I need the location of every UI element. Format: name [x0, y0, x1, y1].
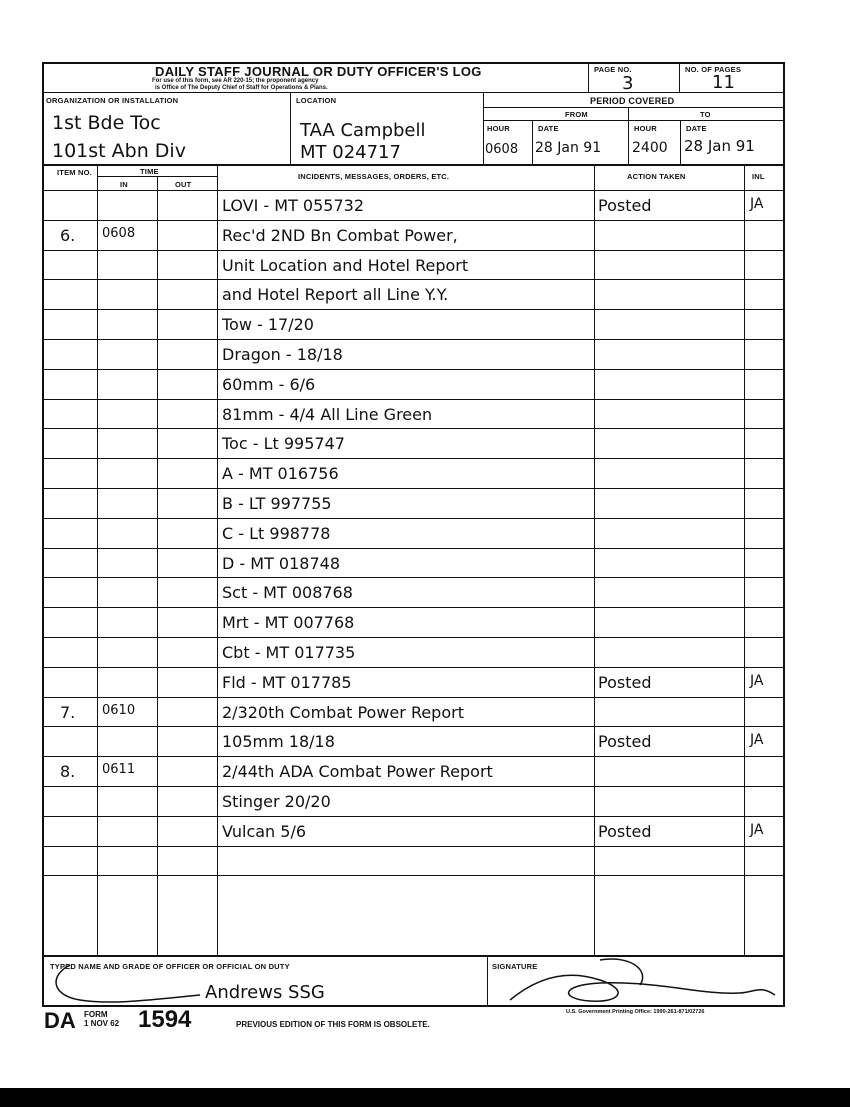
action-taken-label: ACTION TAKEN [627, 172, 686, 181]
row-divider [42, 816, 785, 817]
form-id-da: DA [44, 1008, 76, 1033]
form-id-form: FORM [84, 1010, 108, 1019]
org-line-2: 101st Abn Div [52, 140, 186, 162]
from-label: FROM [565, 110, 588, 119]
form-id-number: 1594 [138, 1006, 192, 1033]
form-subtitle-1: For use of this form, see AR 220-15; the proponent agency [152, 78, 319, 84]
row-divider [42, 339, 785, 340]
period-label: PERIOD COVERED [590, 96, 675, 106]
row-divider [42, 488, 785, 489]
officer-label: TYPED NAME AND GRADE OF OFFICER OR OFFICIAL ON DUTY [50, 962, 290, 971]
row-divider [42, 309, 785, 310]
row-divider [42, 428, 785, 429]
row-entry-text: Unit Location and Hotel Report [222, 256, 469, 275]
row-action-taken: Posted [598, 822, 652, 841]
location-line-2: MT 024717 [300, 142, 401, 163]
row-divider [42, 250, 785, 251]
row-entry-text: 60mm - 6/6 [222, 375, 316, 394]
form-subtitle-2: is Office of The Deputy Chief of Staff for Operations & Plans. [155, 85, 328, 91]
from-hour-value: 0608 [485, 142, 519, 157]
row-entry-text: Tow - 17/20 [222, 315, 314, 334]
page-no-label: PAGE NO. [594, 65, 632, 74]
row-entry-text: and Hotel Report all Line Y.Y. [222, 285, 449, 304]
row-divider [42, 399, 785, 400]
scan-bottom-edge [0, 1088, 850, 1107]
incidents-label: INCIDENTS, MESSAGES, ORDERS, ETC. [298, 172, 450, 181]
row-divider [42, 279, 785, 280]
row-entry-text: Vulcan 5/6 [222, 822, 307, 841]
row-time-in: 0610 [102, 703, 136, 718]
inl-label: INL [752, 172, 765, 181]
row-divider [42, 577, 785, 578]
row-divider [42, 369, 785, 370]
row-entry-text: 81mm - 4/4 All Line Green [222, 405, 433, 424]
row-entry-text: Rec'd 2ND Bn Combat Power, [222, 226, 458, 245]
row-item-no: 7. [60, 703, 76, 722]
row-entry-text: Cbt - MT 017735 [222, 643, 356, 662]
row-entry-text: LOVI - MT 055732 [222, 196, 365, 215]
row-entry-text: Dragon - 18/18 [222, 345, 343, 364]
row-initials: JA [750, 196, 764, 212]
to-date-value: 28 Jan 91 [684, 137, 755, 155]
to-label: TO [700, 110, 711, 119]
row-entry-text: 105mm 18/18 [222, 732, 335, 751]
officer-value: Andrews SSG [205, 982, 325, 1003]
form-id-stack [84, 1010, 119, 1028]
row-divider [42, 458, 785, 459]
to-hour-value: 2400 [632, 140, 668, 156]
row-initials: JA [750, 732, 764, 748]
gpo-note: U.S. Government Printing Office: 1990-261-871/02726 [566, 1009, 705, 1015]
journal-form [42, 62, 785, 957]
from-hour-label: HOUR [487, 124, 510, 133]
row-divider [42, 786, 785, 787]
row-entry-text: 2/44th ADA Combat Power Report [222, 762, 493, 781]
form-title: DAILY STAFF JOURNAL OR DUTY OFFICER'S LOG [155, 64, 482, 79]
location-line-1: TAA Campbell [300, 120, 426, 141]
signature-label: SIGNATURE [492, 962, 538, 971]
form-id-date: 1 NOV 62 [84, 1019, 120, 1028]
org-label: ORGANIZATION OR INSTALLATION [46, 96, 179, 105]
time-label: TIME [140, 167, 159, 176]
row-initials: JA [750, 822, 764, 838]
location-label: LOCATION [296, 96, 337, 105]
row-divider [42, 220, 785, 221]
row-entry-text: B - LT 997755 [222, 494, 332, 513]
row-divider [42, 726, 785, 727]
from-date-value: 28 Jan 91 [535, 140, 602, 156]
row-action-taken: Posted [598, 732, 652, 751]
row-entry-text: 2/320th Combat Power Report [222, 703, 464, 722]
row-action-taken: Posted [598, 196, 652, 215]
row-divider [42, 518, 785, 519]
row-time-in: 0611 [102, 762, 136, 777]
row-entry-text: D - MT 018748 [222, 554, 341, 573]
row-divider [42, 607, 785, 608]
row-divider [42, 637, 785, 638]
row-entry-text: Sct - MT 008768 [222, 583, 353, 602]
row-action-taken: Posted [598, 673, 652, 692]
row-entry-text: A - MT 016756 [222, 464, 339, 483]
page-no-value: 3 [622, 73, 634, 94]
row-initials: JA [750, 673, 764, 689]
time-out-label: OUT [175, 180, 192, 189]
row-time-in: 0608 [102, 226, 136, 241]
no-of-pages-value: 11 [712, 72, 735, 93]
row-entry-text: Fld - MT 017785 [222, 673, 352, 692]
to-hour-label: HOUR [634, 124, 657, 133]
no-of-pages-label: NO. OF PAGES [685, 65, 742, 74]
row-item-no: 8. [60, 762, 76, 781]
row-entry-text: Toc - Lt 995747 [222, 434, 345, 453]
row-entry-text: Stinger 20/20 [222, 792, 331, 811]
row-item-no: 6. [60, 226, 76, 245]
row-divider [42, 667, 785, 668]
time-in-label: IN [120, 180, 128, 189]
org-line-1: 1st Bde Toc [52, 112, 161, 134]
row-divider [42, 875, 785, 876]
row-entry-text: Mrt - MT 007768 [222, 613, 355, 632]
item-no-label: ITEM NO. [57, 168, 92, 177]
to-date-label: DATE [686, 124, 707, 133]
from-date-label: DATE [538, 124, 559, 133]
row-divider [42, 548, 785, 549]
row-divider [42, 756, 785, 757]
row-divider [42, 846, 785, 847]
row-entry-text: C - Lt 998778 [222, 524, 331, 543]
previous-edition-note: PREVIOUS EDITION OF THIS FORM IS OBSOLETE. [236, 1020, 430, 1029]
row-divider [42, 697, 785, 698]
